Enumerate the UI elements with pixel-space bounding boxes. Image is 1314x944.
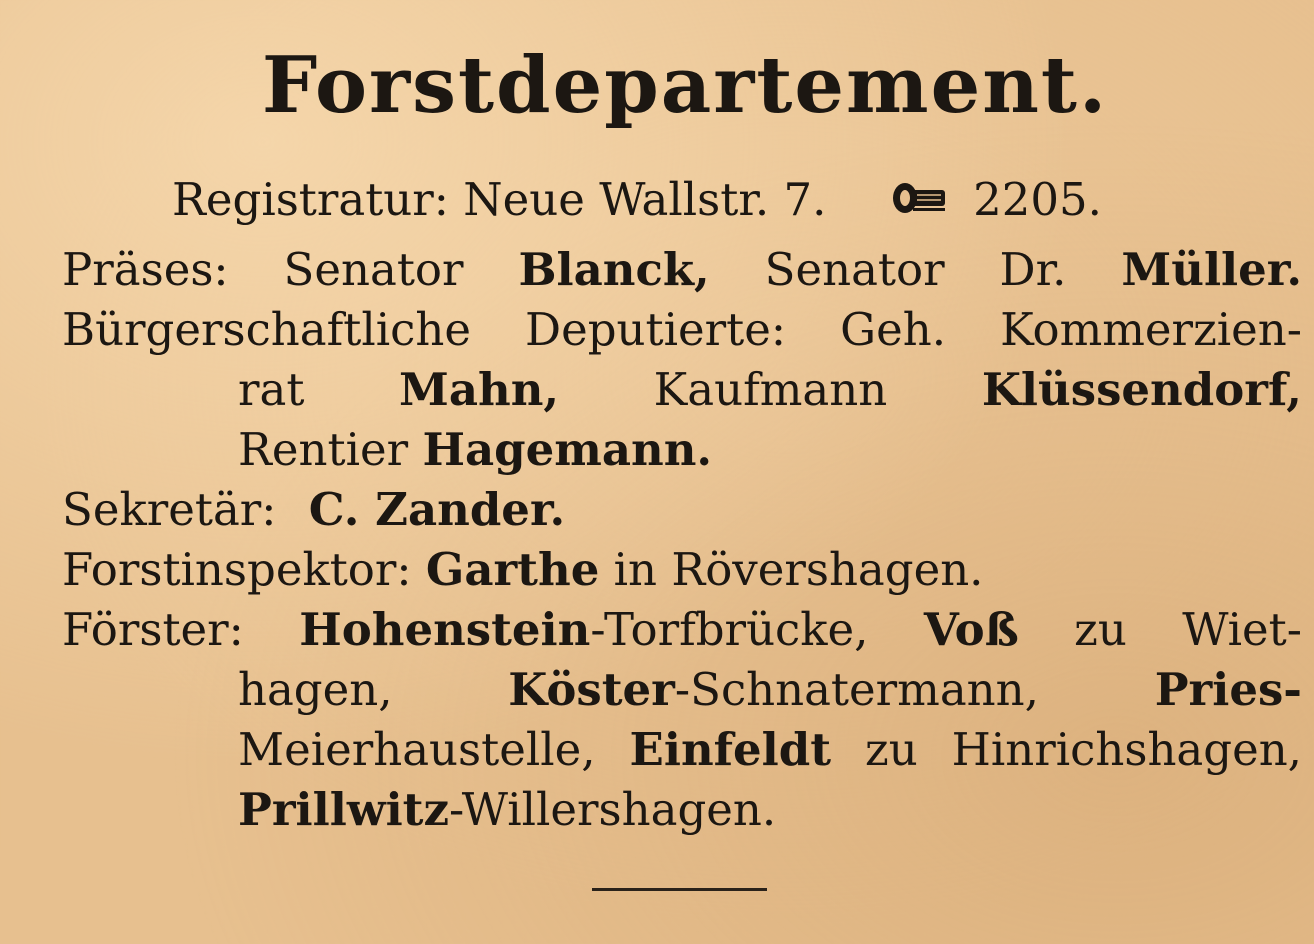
praeses-title-1: Senator [283, 243, 464, 296]
deputierte-name-mahn: Mahn, [399, 363, 560, 416]
deputierte-line-2 [238, 360, 1302, 420]
registratur-address: Neue Wallstr. 7. [463, 173, 827, 226]
foerster-name-prillwitz: Prillwitz [238, 783, 450, 836]
deputierte-name-kluessendorf: Klüssendorf, [981, 363, 1302, 416]
page-title: Forstdepartement. [261, 40, 1109, 131]
foerster-place-hagen: hagen, [238, 663, 393, 716]
registratur-label: Registratur: [172, 173, 449, 226]
foerster-line-3 [238, 720, 1302, 780]
sekretaer-name: C. Zander. [308, 483, 566, 536]
foerster-place-schnatermann: -Schnatermann, [674, 663, 1039, 716]
forstinspektor-line [62, 540, 983, 600]
registratur-line [172, 170, 1102, 234]
foerster-line-1 [62, 600, 1302, 660]
praeses-name-2: Müller. [1121, 243, 1303, 296]
foerster-line-4 [238, 780, 776, 840]
deputierte-line-1: Bürgerschaftliche Deputierte: Geh. Kommerzien- [62, 303, 1302, 356]
foerster-entry-hohenstein [299, 603, 868, 656]
section-divider [592, 888, 767, 891]
telephone-icon [891, 170, 949, 230]
deputierte-name-hagemann: Hagemann. [422, 423, 713, 476]
foerster-name-koester: Köster [508, 663, 675, 716]
deputierte-kaufmann: Kaufmann [653, 363, 888, 416]
foerster-place-willershagen: -Willershagen. [449, 783, 777, 836]
praeses-title-2: Senator Dr. [764, 243, 1067, 296]
forstinspektor-label: Forstinspektor: [62, 543, 412, 596]
registratur-phone: 2205. [973, 173, 1102, 226]
foerster-name-einfeldt: Einfeldt [629, 723, 831, 776]
foerster-line-2 [238, 660, 1302, 720]
forstinspektor-name: Garthe [425, 543, 600, 596]
deputierte-line-3 [238, 420, 712, 480]
praeses-label: Präses: [62, 243, 229, 296]
deputierte-rentier: Rentier [238, 423, 409, 476]
forstinspektor-place: in Rövershagen. [613, 543, 984, 596]
sekretaer-line [62, 480, 565, 540]
foerster-place-hinrichshagen: zu Hinrichshagen, [864, 723, 1302, 776]
foerster-name-voss: Voß [923, 603, 1019, 656]
deputierte-rat: rat [238, 363, 305, 416]
foerster-name-pries: Pries- [1154, 663, 1302, 716]
foerster-place-torfbruecke: -Torfbrücke, [590, 603, 869, 656]
foerster-place-wiet: zu Wiet- [1074, 603, 1302, 656]
sekretaer-label: Sekretär: [62, 483, 277, 536]
foerster-name-hohenstein: Hohenstein [299, 603, 591, 656]
foerster-entry-koester [508, 663, 1039, 716]
foerster-place-meierhaustelle: Meierhaustelle, [238, 723, 596, 776]
praeses-name-1: Blanck, [518, 243, 710, 296]
praeses-line [62, 240, 1302, 300]
foerster-label: Förster: [62, 603, 244, 656]
